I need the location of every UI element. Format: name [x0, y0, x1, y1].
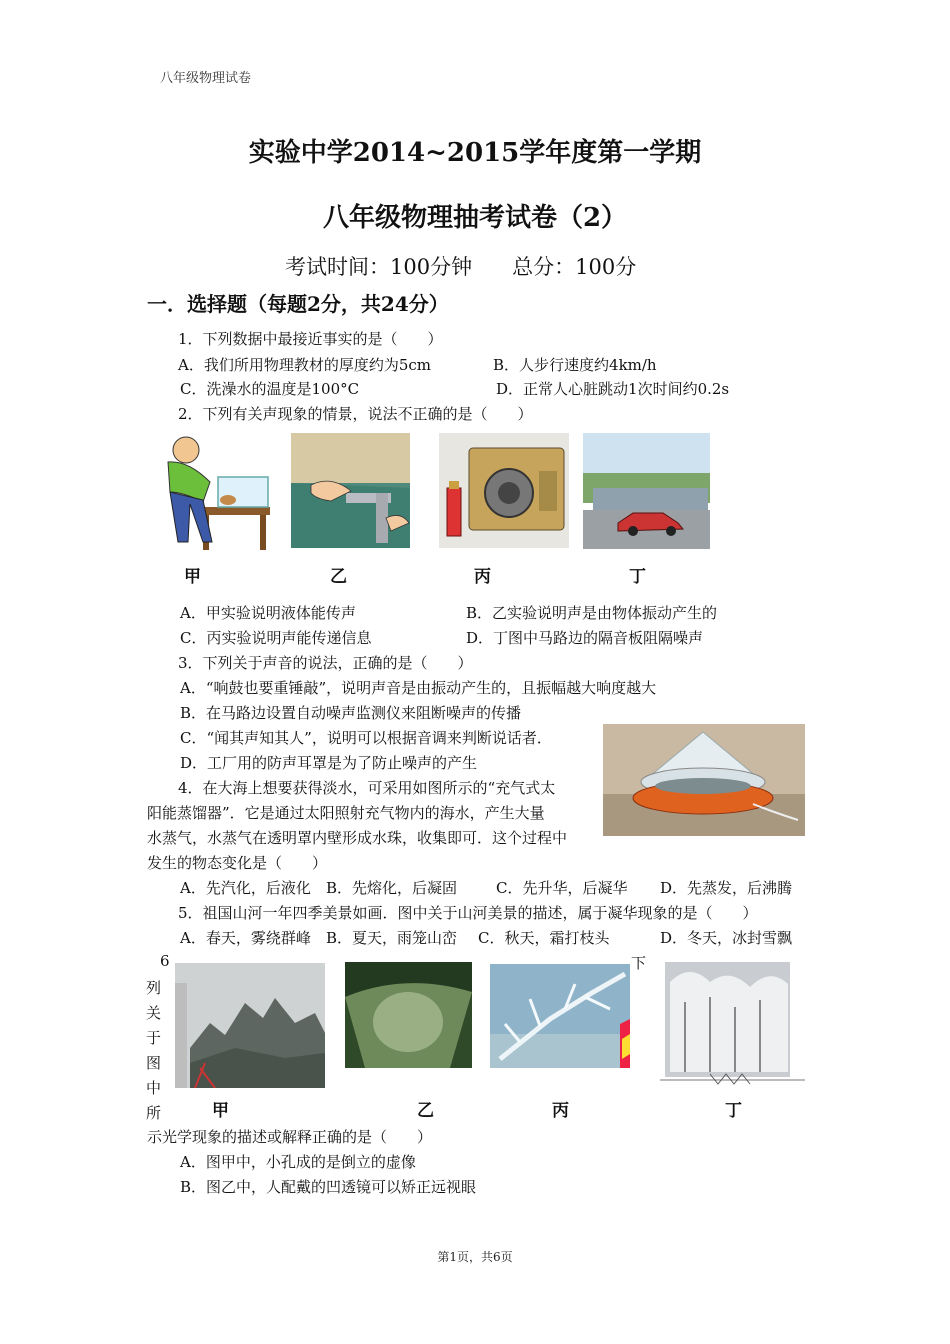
q6-number: 6 [160, 952, 170, 970]
q5-option-a: A．春天，雾绕群峰 [180, 929, 311, 947]
q6-label-bing: 丙 [552, 1101, 569, 1121]
q2-option-c: C．丙实验说明声能传递信息 [180, 629, 372, 647]
q6-stem-tail: 示光学现象的描述或解释正确的是（ ） [147, 1128, 433, 1146]
q5-photo-mist-mountains [175, 963, 325, 1088]
q6-xia: 下 [631, 954, 647, 972]
q3-option-a: A．“响鼓也要重锤敲”，说明声音是由振动产生的，且振幅越大响度越大 [180, 679, 657, 697]
q1-option-a: A．我们所用物理教材的厚度约为5cm [178, 356, 432, 374]
q5-photo-snow-forest [660, 962, 805, 1092]
q6-vchar-4: 图 [146, 1054, 162, 1072]
q6-label-jia: 甲 [212, 1101, 229, 1121]
q6-label-ding: 丁 [725, 1101, 742, 1121]
exam-info: 考试时间：100分钟 总分：100分 [285, 255, 637, 279]
q1-option-d: D．正常人心脏跳动1次时间约0.2s [496, 380, 730, 398]
q6-vchar-3: 于 [146, 1029, 162, 1047]
q5-option-b: B．夏天，雨笼山峦 [326, 929, 458, 947]
q3-option-b: B．在马路边设置自动噪声监测仪来阻断噪声的传播 [180, 704, 522, 722]
q1-option-c: C．洗澡水的温度是100°C [180, 380, 360, 398]
q4-option-a: A．先汽化，后液化 [180, 879, 311, 897]
solar-still-photo [603, 724, 805, 836]
q4-line4: 发生的物态变化是（ ） [147, 854, 328, 872]
q6-label-yi: 乙 [417, 1101, 434, 1121]
section-heading: 一．选择题（每题2分，共24分） [147, 292, 449, 316]
q5-photo-rain-forest [345, 962, 472, 1068]
q3-option-d: D．工厂用的防声耳罩是为了防止噪声的产生 [180, 754, 478, 772]
page-footer: 第1页，共6页 [437, 1250, 513, 1264]
q3-option-c: C．“闻其声知其人”，说明可以根据音调来判断说话者． [180, 729, 552, 747]
q3-stem: 3．下列关于声音的说法，正确的是（ ） [178, 654, 473, 672]
q4-option-d: D．先蒸发，后沸腾 [660, 879, 793, 897]
page-header: 八年级物理试卷 [160, 71, 252, 86]
q6-vchar-2: 关 [146, 1004, 162, 1022]
q6-vchar-5: 中 [146, 1079, 162, 1097]
q4-option-b: B．先熔化，后凝固 [326, 879, 458, 897]
q4-line1: 4．在大海上想要获得淡水，可采用如图所示的“充气式太 [178, 779, 556, 797]
q2-label-ding: 丁 [629, 567, 646, 587]
q2-figure-ding [583, 433, 710, 549]
q2-figure-yi [291, 433, 410, 548]
q2-option-a: A．甲实验说明液体能传声 [180, 604, 356, 622]
q5-stem: 5．祖国山河一年四季美景如画．图中关于山河美景的描述，属于凝华现象的是（ ） [178, 904, 758, 922]
q6-option-a: A．图甲中，小孔成的是倒立的虚像 [180, 1153, 416, 1171]
q2-option-b: B．乙实验说明声是由物体振动产生的 [466, 604, 718, 622]
q6-vchar-1: 列 [146, 979, 162, 997]
exam-subtitle: 八年级物理抽考试卷（2） [322, 203, 628, 233]
q6-option-b: B．图乙中，人配戴的凹透镜可以矫正远视眼 [180, 1178, 477, 1196]
q6-vchar-6: 所 [146, 1104, 162, 1122]
q2-label-jia: 甲 [184, 567, 201, 587]
q1-stem: 1．下列数据中最接近事实的是（ ） [178, 330, 443, 348]
q5-option-c: C．秋天，霜打枝头 [478, 929, 610, 947]
q2-label-bing: 丙 [474, 567, 491, 587]
q2-figure-jia [148, 432, 273, 552]
q4-line2: 阳能蒸馏器”．它是通过太阳照射充气物内的海水，产生大量 [147, 804, 545, 822]
q5-photo-frost-branch [490, 964, 630, 1068]
q5-option-d: D．冬天，冰封雪飘 [660, 929, 793, 947]
q2-stem: 2．下列有关声现象的情景，说法不正确的是（ ） [178, 405, 533, 423]
exam-title: 实验中学2014~2015学年度第一学期 [248, 138, 702, 168]
q1-option-b: B．人步行速度约4km/h [493, 356, 657, 374]
q4-option-c: C．先升华，后凝华 [496, 879, 628, 897]
q2-option-d: D．丁图中马路边的隔音板阻隔噪声 [466, 629, 704, 647]
q2-label-yi: 乙 [330, 567, 347, 587]
q4-line3: 水蒸气，水蒸气在透明罩内壁形成水珠，收集即可．这个过程中 [147, 829, 568, 847]
q2-figure-bing [439, 433, 569, 548]
